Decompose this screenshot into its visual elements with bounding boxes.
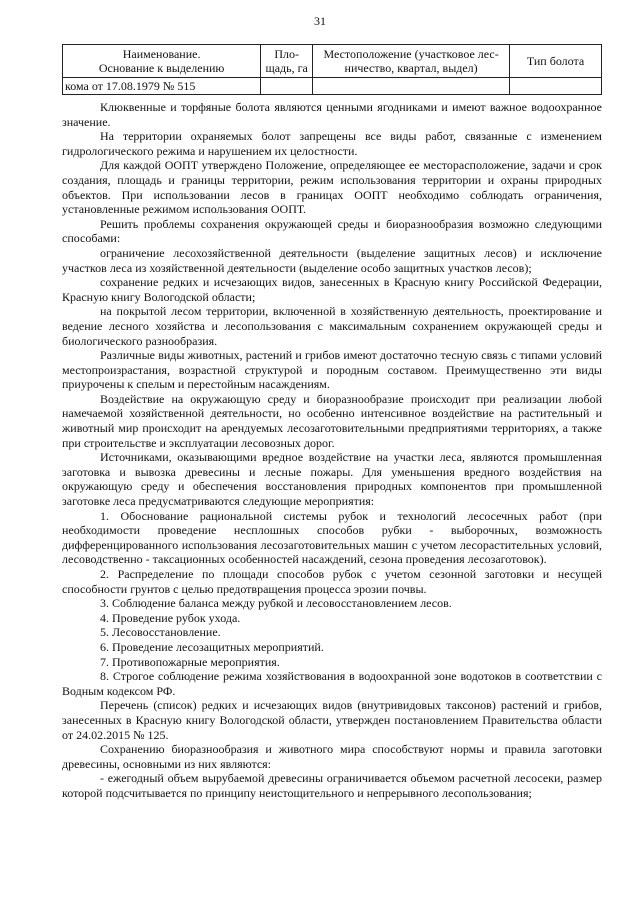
table-cell-bog-type xyxy=(510,78,602,95)
table-header-location-line1: Местоположение (участковое лес- xyxy=(323,47,499,61)
list-item: 3. Соблюдение баланса между рубкой и лесовосстановлением лесов. xyxy=(100,596,452,611)
header-table xyxy=(62,44,602,95)
table-header-location xyxy=(313,45,510,78)
body-text xyxy=(62,100,602,801)
table-header-bog-type xyxy=(510,45,602,78)
table-header-name-line2: Основание к выделению xyxy=(98,61,225,75)
paragraph: На территории охраняемых болот запрещены все виды работ, связанные с изменением гидрологического режима и нарушением их целостности. xyxy=(62,129,602,158)
list-item: 1. Обоснование рациональной системы рубок и технологий лесосечных работ (при необходимости проведение несплошных способов рубки - выборочных, возможность дифференцированного использования лесозаготовительных машин с учетом лесорастительных условий, лесоводственно - таксационных особенностей насаждений, сезона проведения лесозаготовок). xyxy=(62,508,602,567)
list-item: на покрытой лесом территории, включенной в хозяйственную деятельность, проектирование и ведение лесного хозяйства и лесопользования с максимальным сохранением окружающей среды и биологического разнообразия. xyxy=(62,304,602,348)
paragraph: Для каждой ООПТ утверждено Положение, определяющее ее месторасположение, задачи и срок создания, площадь и границы территории, режим использования территории и охраны природных объектов. При использовании лесов в границах ООПТ необходимо соблюдать ограничения, установленные режимом использования ООПТ. xyxy=(62,158,602,217)
table-cell-area xyxy=(261,78,313,95)
paragraph: Перечень (список) редких и исчезающих видов (внутривидовых таксонов) растений и грибов, занесенных в Красную книгу Вологодской области, утвержден постановлением Правительства области от 24.02.2015 № 125. xyxy=(62,698,602,742)
table-header-area-line2: щадь, га xyxy=(265,61,308,75)
table-header-name-line1: Наименование. xyxy=(122,47,201,61)
list-item: - ежегодный объем вырубаемой древесины ограничивается объемом расчетной лесосеки, размер которой подсчитывается по принципу неистощительного и непрерывного лесопользования; xyxy=(62,771,602,800)
table-header-name xyxy=(63,45,261,78)
table-cell-name: кома от 17.08.1979 № 515 xyxy=(63,78,261,95)
table-header-area xyxy=(261,45,313,78)
page-number: 31 xyxy=(314,14,326,28)
list-item: ограничение лесохозяйственной деятельности (выделение защитных лесов) и исключение участков леса из хозяйственной деятельности (выделение особо защитных участков лесов); xyxy=(62,245,602,275)
list-item: 8. Строгое соблюдение режима хозяйствования в водоохранной зоне водотоков в соответствии с Водным кодексом РФ. xyxy=(62,669,602,698)
paragraph: Решить проблемы сохранения окружающей среды и биоразнообразия возможно следующими способами: xyxy=(62,216,602,246)
paragraph: Воздействие на окружающую среду и биоразнообразие происходит при реализации любой намечаемой хозяйственной деятельности, но особенно интенсивное воздействие на растительный и животный мир происходит на арендуемых лесозаготовительными предприятиями территориях, а также при строительстве и эксплуатации лесовозных дорог. xyxy=(62,391,602,450)
paragraph: Различные виды животных, растений и грибов имеют достаточно тесную связь с типами условий местопроизрастания, возрастной структурой и породным составом. Преимущественно эти виды приурочены к спелым и перестойным насаждениям. xyxy=(62,348,602,392)
table-header-bog-type-line1: Тип болота xyxy=(526,54,585,68)
paragraph: Клюквенные и торфяные болота являются ценными ягодниками и имеют важное водоохранное значение. xyxy=(62,100,602,129)
paragraph: Сохранению биоразнообразия и животного мира способствуют нормы и правила заготовки древесины, основными из них являются: xyxy=(62,742,602,771)
paragraph: Источниками, оказывающими вредное воздействие на участки леса, являются промышленная заготовка и вывозка древесины и лесные пожары. Для уменьшения вредного воздействия на окружающую среду и обеспечения восстановления природных компонентов при промышленной заготовке леса предусматриваются следующие мероприятия: xyxy=(62,450,602,509)
list-item: 5. Лесовосстановление. xyxy=(100,625,221,640)
table-header-location-line2: ничество, квартал, выдел) xyxy=(344,61,478,75)
table-header-row xyxy=(63,45,602,78)
table-row xyxy=(63,78,602,95)
list-item: 2. Распределение по площади способов рубок с учетом сезонной заготовки и несущей способности грунтов с целью предотвращения процесса эрозии почвы. xyxy=(62,567,602,596)
list-item: сохранение редких и исчезающих видов, занесенных в Красную книгу Российской Федерации, Красную книгу Вологодской области; xyxy=(62,275,602,304)
table-cell-location xyxy=(313,78,510,95)
table-header-area-line1: Пло- xyxy=(274,47,300,61)
list-item: 4. Проведение рубок ухода. xyxy=(100,610,241,625)
list-item: 7. Противопожарные мероприятия. xyxy=(100,654,280,669)
list-item: 6. Проведение лесозащитных мероприятий. xyxy=(100,639,324,654)
